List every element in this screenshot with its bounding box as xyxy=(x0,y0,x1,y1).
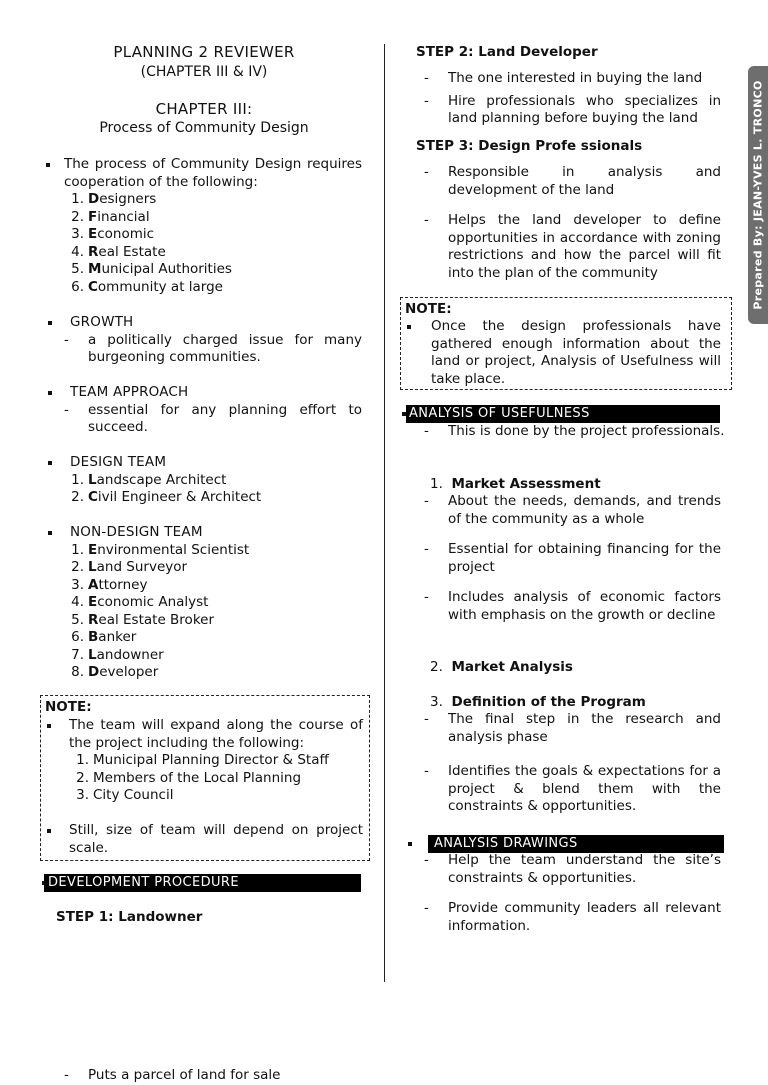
intro-section xyxy=(40,156,362,296)
team-approach-desc: - essential for any planning effort to succeed. xyxy=(64,401,362,435)
analysis-drawings-list xyxy=(400,852,721,935)
definition-program-list xyxy=(400,711,721,816)
list-item: 5. Real Estate Broker xyxy=(71,611,215,628)
left-column xyxy=(40,0,368,1083)
list-item: - Hire professionals who specializes in land planning before buying the land xyxy=(424,92,721,126)
market-assessment-list xyxy=(400,493,721,624)
list-item: 7. Landowner xyxy=(71,646,164,663)
analysis-drawings-heading: ANALYSIS DRAWINGS xyxy=(428,835,724,853)
cooperation-list xyxy=(40,191,362,296)
non-design-team-heading: NON-DESIGN TEAM xyxy=(40,524,362,542)
design-team-list xyxy=(40,472,362,507)
note-title: NOTE: xyxy=(45,699,92,715)
list-item: 2. Civil Engineer & Architect xyxy=(71,489,262,505)
list-item: - Responsible in analysis and development of the land xyxy=(424,164,721,198)
team-approach-heading: TEAM APPROACH xyxy=(40,384,362,402)
list-item: - Provide community leaders all relevant information. xyxy=(424,900,721,934)
list-item: 8. Developer xyxy=(71,664,159,680)
bullet-icon xyxy=(408,842,412,846)
design-team-section xyxy=(40,454,362,507)
usefulness-desc: - This is done by the project professionals. xyxy=(424,423,725,439)
bullet-icon xyxy=(48,461,52,465)
list-item: 1. Landscape Architect xyxy=(71,471,227,488)
list-item: - Includes analysis of economic factors with emphasis on the growth or decline xyxy=(424,589,721,623)
list-item: - The one interested in buying the land xyxy=(424,70,703,86)
list-item: - The final step in the research and analysis phase xyxy=(424,711,721,745)
prepared-by-tab xyxy=(748,66,768,324)
step3-title: STEP 3: Design Profe ssionals xyxy=(416,138,643,154)
list-item: 4. Real Estate xyxy=(71,243,166,260)
growth-heading: GROWTH xyxy=(40,314,362,332)
list-item: - Essential for obtaining financing for the project xyxy=(424,541,721,575)
step2-title: STEP 2: Land Developer xyxy=(416,44,598,60)
step1-title: STEP 1: Landowner xyxy=(56,909,203,925)
list-item: 2. Land Surveyor xyxy=(71,559,188,575)
list-item: 3. Economic xyxy=(71,226,155,242)
note-box-team xyxy=(40,695,370,861)
list-item: - Help the team understand the site’s constraints & opportunities. xyxy=(424,852,721,886)
list-item: - Identifies the goals & expectations for a project & blend them with the constraints & opportunities. xyxy=(424,763,721,814)
list-item: - About the needs, demands, and trends of the community as a whole xyxy=(424,493,721,527)
page-subtitle: (CHAPTER III & IV) xyxy=(140,64,268,80)
intro-text: The process of Community Design requires cooperation of the following: xyxy=(64,156,362,190)
development-procedure-heading: DEVELOPMENT PROCEDURE xyxy=(44,874,361,892)
note-expansion-list xyxy=(41,752,363,805)
prepared-by-text: Prepared By: JEAN-YVES L. TRONCO xyxy=(751,80,765,310)
growth-desc: - a politically charged issue for many burgeoning communities. xyxy=(64,331,362,365)
design-team-heading: DESIGN TEAM xyxy=(40,454,362,472)
bullet-icon xyxy=(48,531,52,535)
step3-list xyxy=(400,164,721,282)
chapter-subtitle: Process of Community Design xyxy=(99,120,309,136)
list-item: 6. Community at large xyxy=(71,278,223,295)
note-usefulness-text: Once the design professionals have gathered enough information about the land or project, Analysis of Usefulness will take place. xyxy=(431,318,721,387)
note-text-expand: The team will expand along the course of the project including the following: xyxy=(69,717,363,751)
growth-section xyxy=(40,314,362,367)
non-design-team-section xyxy=(40,524,362,682)
non-design-team-list xyxy=(40,542,362,682)
list-item: 4. Economic Analyst xyxy=(71,594,209,610)
bullet-icon xyxy=(402,412,406,416)
list-item: 2. Financial xyxy=(71,208,150,225)
note-title: NOTE: xyxy=(405,301,452,317)
analysis-of-usefulness-heading: ANALYSIS OF USEFULNESS xyxy=(406,405,720,423)
bullet-icon xyxy=(48,321,52,325)
bullet-icon xyxy=(47,829,51,833)
list-item: 1. Municipal Planning Director & Staff xyxy=(76,752,329,768)
note-box-usefulness xyxy=(400,297,732,390)
bullet-icon xyxy=(46,163,50,167)
list-item: 1. Designers xyxy=(71,191,157,207)
market-analysis-title: 2. Market Analysis xyxy=(430,659,573,675)
bullet-icon xyxy=(48,391,52,395)
bullet-icon xyxy=(42,881,46,885)
list-item: 3. City Council xyxy=(76,787,174,803)
list-item: 2. Members of the Local Planning xyxy=(76,769,302,786)
column-divider xyxy=(384,44,385,982)
bullet-icon xyxy=(407,325,411,329)
bullet-icon xyxy=(47,724,51,728)
definition-program-title: 3. Definition of the Program xyxy=(430,694,646,710)
step2-list xyxy=(400,70,721,128)
chapter-title: CHAPTER III: xyxy=(155,100,253,118)
page-title: PLANNING 2 REVIEWER xyxy=(113,43,295,61)
list-item: 1. Environmental Scientist xyxy=(71,541,250,558)
list-item: 5. Municipal Authorities xyxy=(71,261,232,277)
note-text-scale: Still, size of team will depend on project scale. xyxy=(69,822,363,856)
right-column xyxy=(400,0,725,934)
team-approach-section xyxy=(40,384,362,437)
step1-desc: - Puts a parcel of land for sale xyxy=(64,1067,281,1083)
list-item: 6. Banker xyxy=(71,629,137,645)
list-item: - Helps the land developer to define opportunities in accordance with zoning restrictions and how the parcel will fit into the plan of the community xyxy=(424,212,721,281)
list-item: 3. Attorney xyxy=(71,576,148,593)
market-assessment-title: 1. Market Assessment xyxy=(430,476,601,492)
